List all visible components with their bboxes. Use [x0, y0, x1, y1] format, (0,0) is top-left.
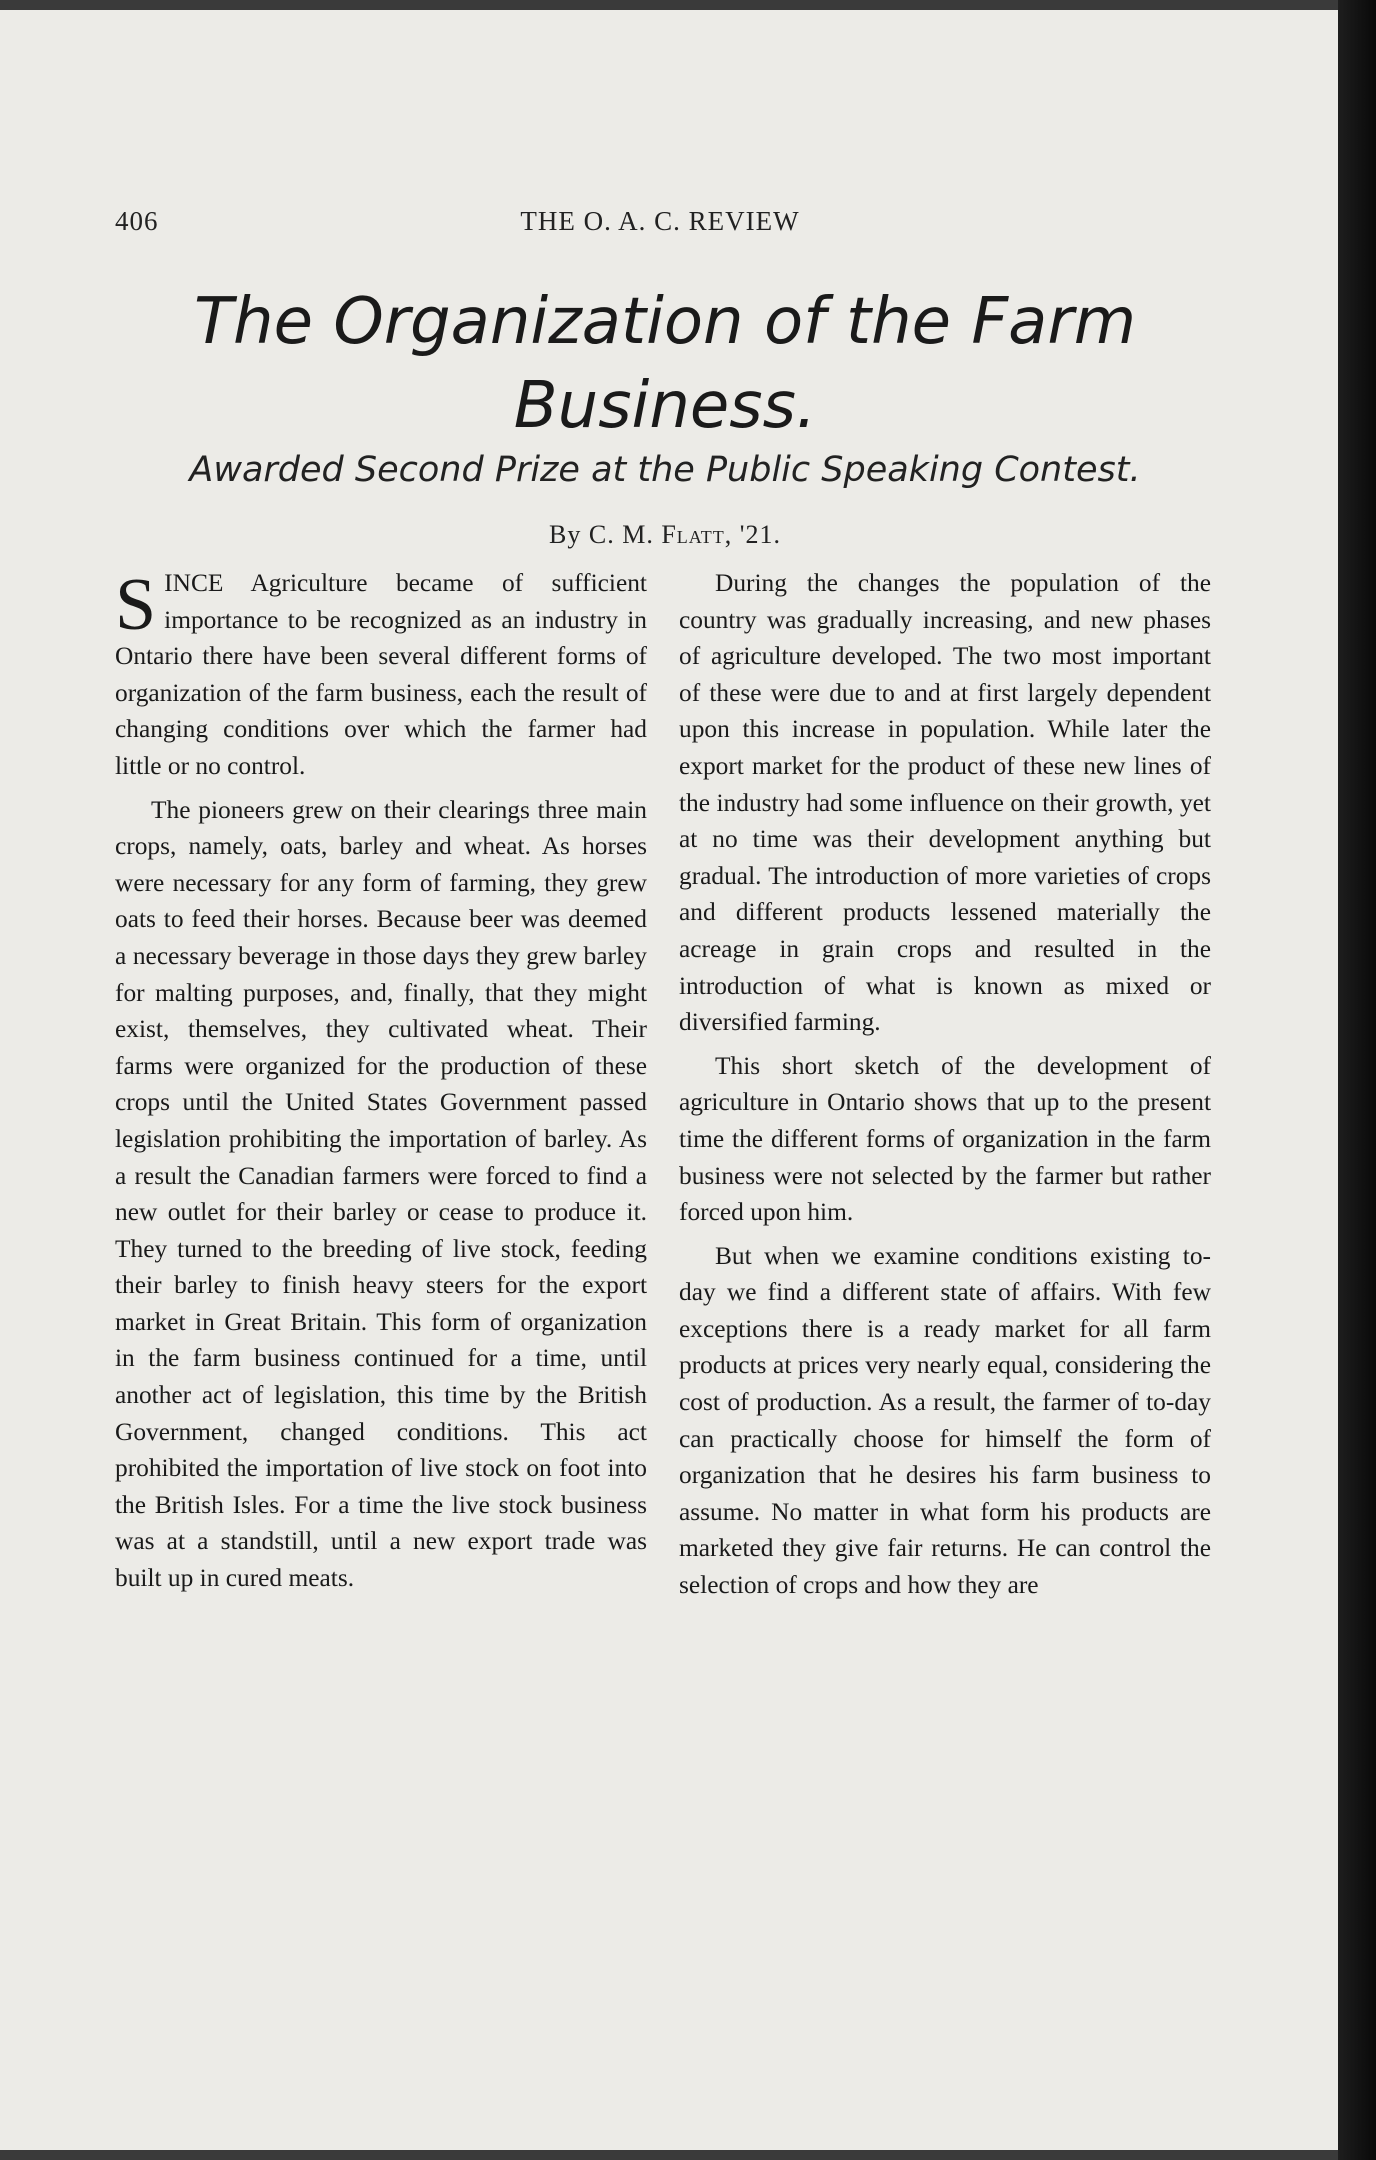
paragraph: But when we examine conditions existing to-day we find a different state of affairs. With few exceptions there is a ready market for all farm products at prices very nearly equal, considering the cost of production. As a result, the farmer of to-day can practically choose for himself the form of organization that he desires his farm business to assume. No matter in what form his products are marketed they give fair returns. He can control the selection of crops and how they are [679, 1241, 1211, 1600]
right-column [679, 565, 1211, 1611]
drop-cap: S [115, 564, 157, 646]
left-column [115, 565, 647, 1604]
byline [110, 520, 1220, 550]
paragraph-text: INCE Agriculture became of sufficient importance to be recognized as an industry in Ontario there have been several different forms of organization of the farm business, each the result of changing conditions over which the farmer had little or no control. [115, 569, 647, 780]
author-name: C. M. Flatt, '21. [588, 520, 781, 549]
paragraph: This short sketch of the development of agriculture in Ontario shows that up to the present time the different forms of organization in the farm business were not selected by the farmer but rather forced upon him. [679, 1051, 1211, 1227]
paragraph: During the changes the population of the country was gradually increasing, and new phases of agriculture developed. The two most important of these were due to and at first largely dependent upon this increase in population. While later the export market for the product of these new lines of the industry had some influence on their growth, yet at no time was their development anything but gradual. The introduction of more varieties of crops and different products lessened materially the acreage in grain crops and resulted in the introduction of what is known as mixed or diversified farming. [679, 569, 1211, 1037]
paragraph: The pioneers grew on their clearings three main crops, namely, oats, barley and wheat. As horses were necessary for any form of farming, they grew oats to feed their horses. Because beer was deemed a necessary beverage in those days they grew barley for malting purposes, and, finally, that they might exist, themselves, they cultivated wheat. Their farms were organized for the production of these crops until the United States Government passed legislation prohibiting the importation of barley. As a result the Canadian farmers were forced to find a new outlet for their barley or cease to produce it. They turned to the breeding of live stock, feeding their barley to finish heavy steers for the export market in Great Britain. This form of organization in the farm business continued for a time, until another act of legislation, this time by the British Government, changed conditions. This act prohibited the importation of live stock on foot into the British Isles. For a time the live stock business was at a standstill, until a new export trade was built up in cured meats. [115, 795, 647, 1593]
page-number: 406 [115, 206, 159, 236]
article-subtitle: Awarded Second Prize at the Public Speaking Contest. [189, 450, 1141, 490]
journal-title: THE O. A. C. REVIEW [520, 206, 800, 236]
running-header [115, 206, 1205, 246]
paragraph [115, 565, 647, 785]
page [0, 10, 1338, 2150]
article-title: The Organization of the Farm Business. [193, 285, 1137, 443]
byline-prefix: By [549, 520, 582, 549]
book-spine [1338, 0, 1376, 2160]
